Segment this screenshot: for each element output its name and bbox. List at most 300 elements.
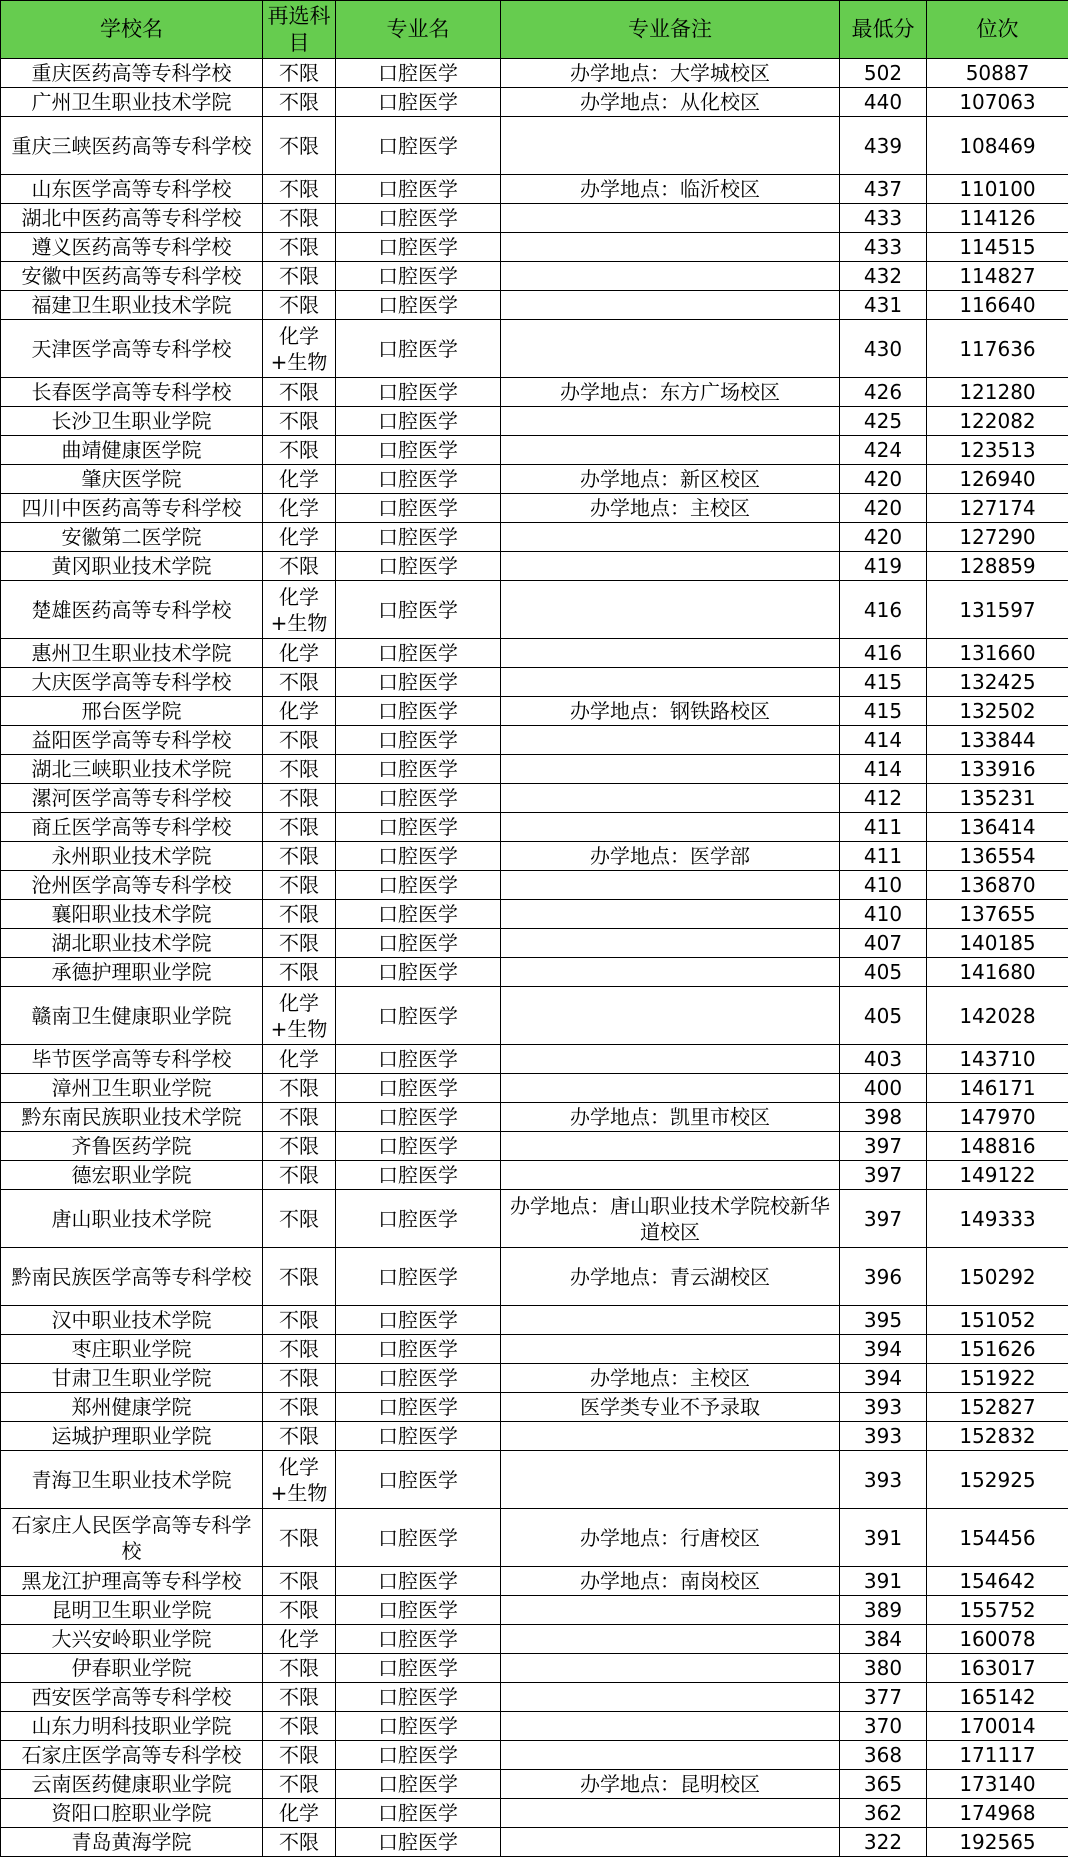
table-row [1,1509,1068,1567]
cell-major: 口腔医学 [336,1364,501,1393]
cell-rank: 165142 [927,1683,1068,1712]
cell-school: 安徽中医药高等专科学校 [1,262,263,291]
cell-subject: 化学+生物 [263,1451,336,1509]
cell-rank: 127174 [927,494,1068,523]
cell-major: 口腔医学 [336,494,501,523]
cell-major: 口腔医学 [336,1161,501,1190]
cell-rank: 126940 [927,465,1068,494]
cell-remark: 办学地点：新区校区 [501,465,840,494]
cell-subject: 不限 [263,1683,336,1712]
cell-score: 432 [840,262,927,291]
cell-rank: 174968 [927,1799,1068,1828]
cell-major: 口腔医学 [336,117,501,175]
cell-score: 391 [840,1567,927,1596]
cell-school: 昆明卫生职业学院 [1,1596,263,1625]
cell-major: 口腔医学 [336,1596,501,1625]
table-row [1,1393,1068,1422]
cell-subject: 不限 [263,1393,336,1422]
cell-school: 山东力明科技职业学院 [1,1712,263,1741]
cell-major: 口腔医学 [336,204,501,233]
cell-subject: 不限 [263,842,336,871]
cell-remark: 办学地点：大学城校区 [501,59,840,88]
cell-major: 口腔医学 [336,1045,501,1074]
cell-remark [501,1712,840,1741]
cell-remark: 办学地点：医学部 [501,842,840,871]
table-row [1,1132,1068,1161]
cell-subject: 不限 [263,1364,336,1393]
cell-rank: 123513 [927,436,1068,465]
cell-major: 口腔医学 [336,987,501,1045]
cell-subject: 不限 [263,1422,336,1451]
cell-score: 414 [840,726,927,755]
cell-score: 437 [840,175,927,204]
cell-rank: 147970 [927,1103,1068,1132]
cell-remark: 办学地点：昆明校区 [501,1770,840,1799]
cell-school: 运城护理职业学院 [1,1422,263,1451]
cell-remark: 办学地点：从化校区 [501,88,840,117]
cell-score: 411 [840,813,927,842]
cell-score: 380 [840,1654,927,1683]
cell-subject: 不限 [263,1161,336,1190]
table-row [1,175,1068,204]
table-row [1,1306,1068,1335]
cell-remark [501,407,840,436]
cell-subject: 化学 [263,494,336,523]
cell-remark [501,523,840,552]
col-header-subject: 再选科目 [263,1,336,59]
cell-remark: 办学地点：主校区 [501,1364,840,1393]
cell-major: 口腔医学 [336,552,501,581]
cell-major: 口腔医学 [336,900,501,929]
cell-remark [501,1683,840,1712]
cell-rank: 114515 [927,233,1068,262]
cell-remark [501,1074,840,1103]
cell-rank: 131660 [927,639,1068,668]
cell-subject: 不限 [263,1712,336,1741]
cell-school: 大兴安岭职业学院 [1,1625,263,1654]
cell-major: 口腔医学 [336,1422,501,1451]
cell-major: 口腔医学 [336,59,501,88]
cell-rank: 50887 [927,59,1068,88]
cell-school: 湖北三峡职业技术学院 [1,755,263,784]
cell-school: 西安医学高等专科学校 [1,1683,263,1712]
cell-subject: 化学 [263,1799,336,1828]
table-row [1,1625,1068,1654]
table-row [1,842,1068,871]
cell-remark [501,1741,840,1770]
cell-remark: 办学地点：东方广场校区 [501,378,840,407]
cell-rank: 133916 [927,755,1068,784]
cell-school: 安徽第二医学院 [1,523,263,552]
cell-score: 416 [840,581,927,639]
cell-remark: 办学地点：钢铁路校区 [501,697,840,726]
table-row [1,233,1068,262]
table-row [1,1422,1068,1451]
cell-score: 322 [840,1828,927,1857]
cell-remark [501,1654,840,1683]
table-row [1,1770,1068,1799]
table-row [1,871,1068,900]
cell-major: 口腔医学 [336,233,501,262]
cell-major: 口腔医学 [336,1741,501,1770]
cell-major: 口腔医学 [336,1335,501,1364]
cell-remark [501,813,840,842]
cell-subject: 不限 [263,1248,336,1306]
cell-school: 四川中医药高等专科学校 [1,494,263,523]
cell-score: 389 [840,1596,927,1625]
cell-school: 山东医学高等专科学校 [1,175,263,204]
table-row [1,117,1068,175]
table-row [1,1364,1068,1393]
cell-subject: 不限 [263,291,336,320]
cell-score: 397 [840,1161,927,1190]
cell-school: 漳州卫生职业学院 [1,1074,263,1103]
table-row [1,726,1068,755]
cell-subject: 不限 [263,1190,336,1248]
cell-remark [501,726,840,755]
cell-rank: 163017 [927,1654,1068,1683]
cell-score: 377 [840,1683,927,1712]
table-body [1,59,1068,1857]
cell-school: 德宏职业学院 [1,1161,263,1190]
table-row [1,204,1068,233]
cell-subject: 不限 [263,929,336,958]
cell-remark [501,871,840,900]
cell-rank: 152832 [927,1422,1068,1451]
cell-subject: 化学 [263,1625,336,1654]
cell-subject: 不限 [263,958,336,987]
cell-school: 承德护理职业学院 [1,958,263,987]
cell-score: 397 [840,1190,927,1248]
cell-major: 口腔医学 [336,465,501,494]
cell-school: 襄阳职业技术学院 [1,900,263,929]
table-row [1,262,1068,291]
cell-score: 393 [840,1393,927,1422]
table-row [1,581,1068,639]
cell-school: 黑龙江护理高等专科学校 [1,1567,263,1596]
cell-school: 黔南民族医学高等专科学校 [1,1248,263,1306]
cell-major: 口腔医学 [336,1103,501,1132]
cell-remark [501,1596,840,1625]
cell-school: 黄冈职业技术学院 [1,552,263,581]
cell-score: 426 [840,378,927,407]
cell-school: 永州职业技术学院 [1,842,263,871]
cell-rank: 128859 [927,552,1068,581]
cell-remark [501,581,840,639]
table-row [1,1712,1068,1741]
cell-major: 口腔医学 [336,436,501,465]
cell-school: 汉中职业技术学院 [1,1306,263,1335]
cell-school: 重庆医药高等专科学校 [1,59,263,88]
cell-school: 曲靖健康医学院 [1,436,263,465]
cell-score: 416 [840,639,927,668]
cell-subject: 不限 [263,204,336,233]
cell-school: 云南医药健康职业学院 [1,1770,263,1799]
cell-major: 口腔医学 [336,755,501,784]
cell-school: 齐鲁医药学院 [1,1132,263,1161]
col-header-rank: 位次 [927,1,1068,59]
table-row [1,1451,1068,1509]
cell-rank: 107063 [927,88,1068,117]
table-row [1,523,1068,552]
table-row [1,1567,1068,1596]
cell-school: 郑州健康学院 [1,1393,263,1422]
cell-score: 420 [840,465,927,494]
cell-score: 384 [840,1625,927,1654]
cell-major: 口腔医学 [336,1509,501,1567]
cell-rank: 149122 [927,1161,1068,1190]
cell-rank: 136554 [927,842,1068,871]
cell-major: 口腔医学 [336,1248,501,1306]
cell-major: 口腔医学 [336,1451,501,1509]
cell-school: 湖北中医药高等专科学校 [1,204,263,233]
cell-subject: 化学 [263,465,336,494]
table-row [1,436,1068,465]
cell-school: 长沙卫生职业学院 [1,407,263,436]
cell-major: 口腔医学 [336,697,501,726]
cell-major: 口腔医学 [336,378,501,407]
cell-rank: 152925 [927,1451,1068,1509]
cell-subject: 不限 [263,1335,336,1364]
table-row [1,1741,1068,1770]
cell-score: 433 [840,233,927,262]
cell-score: 430 [840,320,927,378]
cell-major: 口腔医学 [336,523,501,552]
cell-remark [501,1799,840,1828]
cell-school: 长春医学高等专科学校 [1,378,263,407]
col-header-remark: 专业备注 [501,1,840,59]
table-row [1,639,1068,668]
cell-remark [501,668,840,697]
table-row [1,1828,1068,1857]
table-row [1,494,1068,523]
cell-school: 石家庄人民医学高等专科学校 [1,1509,263,1567]
cell-major: 口腔医学 [336,813,501,842]
table-row [1,668,1068,697]
cell-rank: 151626 [927,1335,1068,1364]
cell-score: 397 [840,1132,927,1161]
cell-remark [501,1422,840,1451]
cell-score: 365 [840,1770,927,1799]
table-row [1,1103,1068,1132]
cell-score: 425 [840,407,927,436]
cell-subject: 不限 [263,1509,336,1567]
cell-school: 福建卫生职业技术学院 [1,291,263,320]
cell-subject: 不限 [263,1103,336,1132]
table-row [1,1161,1068,1190]
cell-subject: 不限 [263,233,336,262]
cell-score: 415 [840,697,927,726]
cell-score: 410 [840,900,927,929]
cell-school: 唐山职业技术学院 [1,1190,263,1248]
cell-school: 沧州医学高等专科学校 [1,871,263,900]
cell-score: 440 [840,88,927,117]
cell-remark [501,1306,840,1335]
cell-remark [501,233,840,262]
cell-score: 419 [840,552,927,581]
cell-remark [501,262,840,291]
cell-school: 青岛黄海学院 [1,1828,263,1857]
cell-major: 口腔医学 [336,639,501,668]
cell-remark: 办学地点：临沂校区 [501,175,840,204]
cell-subject: 不限 [263,1828,336,1857]
table-row [1,378,1068,407]
cell-school: 石家庄医学高等专科学校 [1,1741,263,1770]
cell-major: 口腔医学 [336,1074,501,1103]
cell-score: 391 [840,1509,927,1567]
cell-remark [501,291,840,320]
cell-score: 414 [840,755,927,784]
cell-rank: 155752 [927,1596,1068,1625]
cell-score: 415 [840,668,927,697]
cell-subject: 不限 [263,436,336,465]
cell-school: 枣庄职业学院 [1,1335,263,1364]
cell-subject: 不限 [263,813,336,842]
cell-major: 口腔医学 [336,88,501,117]
cell-rank: 160078 [927,1625,1068,1654]
cell-subject: 不限 [263,1074,336,1103]
cell-rank: 135231 [927,784,1068,813]
cell-major: 口腔医学 [336,871,501,900]
cell-rank: 142028 [927,987,1068,1045]
cell-rank: 151052 [927,1306,1068,1335]
cell-major: 口腔医学 [336,407,501,436]
table-row [1,1799,1068,1828]
cell-rank: 146171 [927,1074,1068,1103]
cell-subject: 化学 [263,639,336,668]
cell-major: 口腔医学 [336,1799,501,1828]
cell-subject: 不限 [263,1770,336,1799]
cell-subject: 不限 [263,1567,336,1596]
cell-remark [501,900,840,929]
cell-remark: 办学地点：行唐校区 [501,1509,840,1567]
table-row [1,59,1068,88]
cell-school: 楚雄医药高等专科学校 [1,581,263,639]
cell-remark [501,1335,840,1364]
cell-remark [501,958,840,987]
cell-school: 黔东南民族职业技术学院 [1,1103,263,1132]
cell-school: 广州卫生职业技术学院 [1,88,263,117]
cell-major: 口腔医学 [336,175,501,204]
cell-subject: 不限 [263,175,336,204]
cell-rank: 152827 [927,1393,1068,1422]
cell-score: 431 [840,291,927,320]
cell-score: 420 [840,523,927,552]
cell-school: 益阳医学高等专科学校 [1,726,263,755]
cell-rank: 149333 [927,1190,1068,1248]
cell-rank: 170014 [927,1712,1068,1741]
cell-score: 412 [840,784,927,813]
cell-remark [501,204,840,233]
cell-remark [501,1161,840,1190]
table-row [1,813,1068,842]
cell-score: 403 [840,1045,927,1074]
table-row [1,465,1068,494]
cell-rank: 137655 [927,900,1068,929]
table-row [1,1335,1068,1364]
cell-remark [501,552,840,581]
cell-subject: 化学 [263,697,336,726]
cell-rank: 127290 [927,523,1068,552]
cell-subject: 化学+生物 [263,581,336,639]
cell-school: 天津医学高等专科学校 [1,320,263,378]
table-row [1,1248,1068,1306]
cell-rank: 136414 [927,813,1068,842]
cell-remark: 医学类专业不予录取 [501,1393,840,1422]
cell-remark [501,117,840,175]
cell-rank: 117636 [927,320,1068,378]
table-row [1,1045,1068,1074]
cell-rank: 150292 [927,1248,1068,1306]
cell-score: 370 [840,1712,927,1741]
cell-major: 口腔医学 [336,1654,501,1683]
table-row [1,1596,1068,1625]
cell-remark [501,1451,840,1509]
cell-score: 394 [840,1335,927,1364]
cell-remark [501,987,840,1045]
cell-school: 重庆三峡医药高等专科学校 [1,117,263,175]
cell-subject: 不限 [263,59,336,88]
cell-major: 口腔医学 [336,1712,501,1741]
cell-rank: 141680 [927,958,1068,987]
table-row [1,1683,1068,1712]
cell-rank: 121280 [927,378,1068,407]
cell-subject: 化学+生物 [263,320,336,378]
col-header-score: 最低分 [840,1,927,59]
cell-rank: 116640 [927,291,1068,320]
cell-major: 口腔医学 [336,1625,501,1654]
cell-remark [501,784,840,813]
cell-school: 大庆医学高等专科学校 [1,668,263,697]
cell-school: 毕节医学高等专科学校 [1,1045,263,1074]
cell-school: 甘肃卫生职业学院 [1,1364,263,1393]
cell-score: 439 [840,117,927,175]
cell-rank: 140185 [927,929,1068,958]
cell-subject: 不限 [263,552,336,581]
cell-major: 口腔医学 [336,726,501,755]
cell-rank: 114827 [927,262,1068,291]
cell-remark: 办学地点：青云湖校区 [501,1248,840,1306]
cell-score: 395 [840,1306,927,1335]
cell-school: 商丘医学高等专科学校 [1,813,263,842]
cell-rank: 173140 [927,1770,1068,1799]
table-row [1,88,1068,117]
table-row [1,987,1068,1045]
table-row [1,320,1068,378]
col-header-school: 学校名 [1,1,263,59]
cell-score: 410 [840,871,927,900]
cell-subject: 不限 [263,1132,336,1161]
cell-remark: 办学地点：南岗校区 [501,1567,840,1596]
table-row [1,697,1068,726]
col-header-major: 专业名 [336,1,501,59]
cell-major: 口腔医学 [336,262,501,291]
cell-rank: 154456 [927,1509,1068,1567]
cell-rank: 154642 [927,1567,1068,1596]
table-row [1,291,1068,320]
table-header [1,1,1068,59]
cell-subject: 不限 [263,262,336,291]
table-row [1,958,1068,987]
cell-subject: 不限 [263,378,336,407]
cell-major: 口腔医学 [336,1132,501,1161]
cell-remark [501,1625,840,1654]
cell-subject: 不限 [263,1306,336,1335]
cell-major: 口腔医学 [336,929,501,958]
cell-rank: 131597 [927,581,1068,639]
table-row [1,900,1068,929]
cell-rank: 132425 [927,668,1068,697]
